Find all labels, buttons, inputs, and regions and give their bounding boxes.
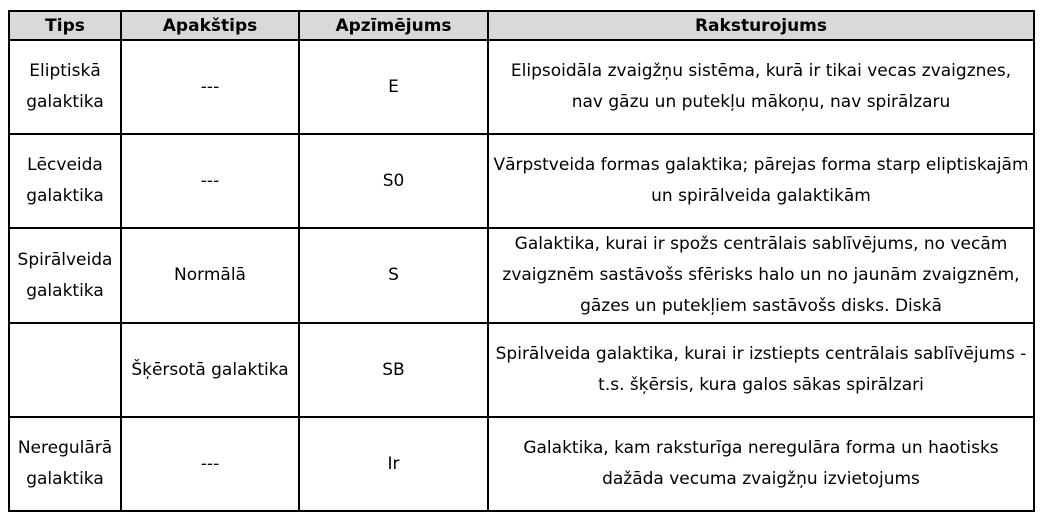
cell-symbol: S0 xyxy=(299,134,488,228)
cell-type: Eliptiskā galaktika xyxy=(9,40,121,134)
cell-symbol: E xyxy=(299,40,488,134)
header-subtype: Apakštips xyxy=(121,11,299,40)
table-row xyxy=(9,323,1034,417)
cell-description: Elipsoidāla zvaigžņu sistēma, kurā ir tikai vecas zvaigznes, nav gāzu un putekļu mākoņu, nav spirālzaru xyxy=(488,40,1034,134)
cell-symbol: SB xyxy=(299,323,488,417)
cell-type xyxy=(9,323,121,417)
cell-type: Lēcveida galaktika xyxy=(9,134,121,228)
cell-subtype: --- xyxy=(121,134,299,228)
table-row xyxy=(9,40,1034,134)
table-row xyxy=(9,417,1034,511)
cell-subtype: Normālā xyxy=(121,228,299,323)
header-row xyxy=(9,11,1034,40)
cell-subtype: --- xyxy=(121,417,299,511)
galaxy-types-table xyxy=(8,10,1035,512)
header-symbol: Apzīmējums xyxy=(299,11,488,40)
cell-subtype: Šķērsotā galaktika xyxy=(121,323,299,417)
header-description: Raksturojums xyxy=(488,11,1034,40)
cell-description: Spirālveida galaktika, kurai ir izstiepts centrālais sablīvējums - t.s. šķērsis, kura galos sākas spirālzari xyxy=(488,323,1034,417)
header-type: Tips xyxy=(9,11,121,40)
cell-description: Galaktika, kurai ir spožs centrālais sablīvējums, no vecām zvaigznēm sastāvošs sfērisks halo un no jaunām zvaigznēm, gāzes un putekļiem sastāvošs disks. Diskā xyxy=(488,228,1034,323)
cell-symbol: Ir xyxy=(299,417,488,511)
cell-description: Galaktika, kam raksturīga neregulāra forma un haotisks dažāda vecuma zvaigžņu izvietojums xyxy=(488,417,1034,511)
cell-type: Spirālveida galaktika xyxy=(9,228,121,323)
table-row xyxy=(9,228,1034,323)
cell-type: Neregulārā galaktika xyxy=(9,417,121,511)
table-row xyxy=(9,134,1034,228)
cell-symbol: S xyxy=(299,228,488,323)
cell-description: Vārpstveida formas galaktika; pārejas forma starp eliptiskajām un spirālveida galaktikām xyxy=(488,134,1034,228)
cell-subtype: --- xyxy=(121,40,299,134)
